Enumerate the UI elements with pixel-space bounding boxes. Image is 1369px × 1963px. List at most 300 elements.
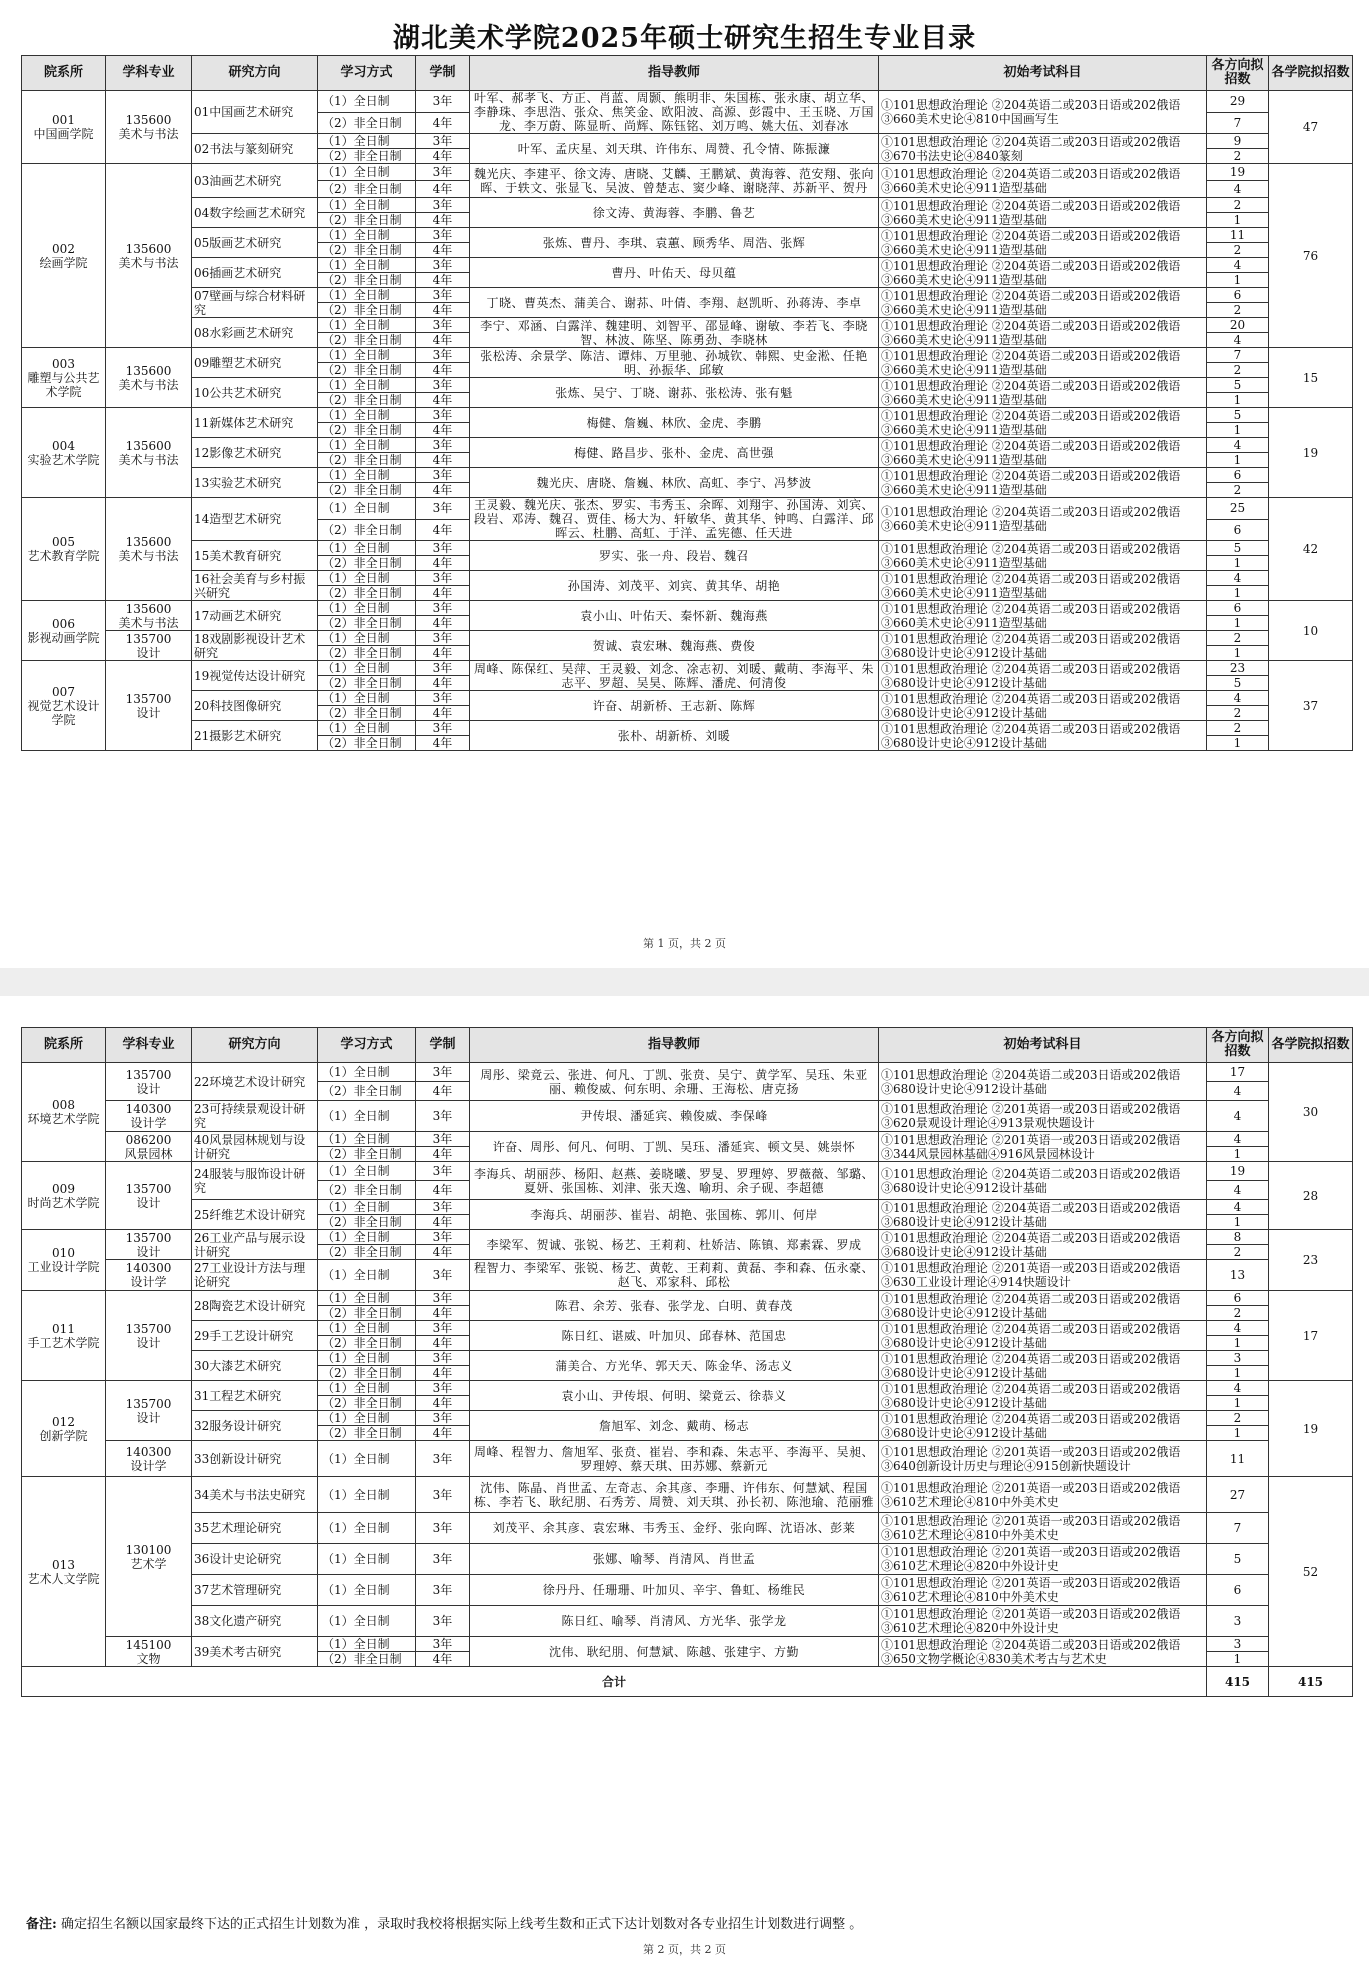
study-mode: （1）全日制 <box>318 288 416 303</box>
table-row <box>22 1513 1353 1544</box>
direction-quota: 1 <box>1207 586 1269 601</box>
remark-text: 确定招生名额以国家最终下达的正式招生计划数为准 ，录取时我校将根据实际上线考生数和正式下达计划数对各专业招生计划数进行调整 。 <box>60 1917 863 1932</box>
supervisors: 张炼、吴宁、丁晓、谢荪、张松涛、张有魁 <box>470 378 879 408</box>
study-duration: 3年 <box>416 318 470 333</box>
research-direction: 06插画艺术研究 <box>192 258 318 288</box>
research-direction: 07壁画与综合材料研究 <box>192 288 318 318</box>
exam-subjects: ①101思想政治理论 ②204英语二或203日语或202俄语③660美术史论④911造型基础 <box>879 601 1207 631</box>
study-mode: （1）全日制 <box>318 1441 416 1477</box>
exam-subjects: ①101思想政治理论 ②204英语二或203日语或202俄语③670书法史论④840篆刻 <box>879 134 1207 164</box>
study-mode: （2）非全日制 <box>318 1366 416 1381</box>
page-footer-2: 第 2 页，共 2 页 <box>643 1943 726 1956</box>
direction-quota: 6 <box>1207 288 1269 303</box>
study-duration: 3年 <box>416 541 470 556</box>
header-teachers: 指导教师 <box>470 1028 879 1063</box>
college-quota: 42 <box>1269 498 1353 601</box>
supervisors: 王灵毅、魏光庆、张杰、罗实、韦秀玉、余晖、刘翔宇、孙国涛、刘宾、段岩、邓涛、魏召、贾佳、杨大为、轩敏华、黄其华、钟鸣、白露洋、邱晖云、杜鹏、高虹、于洋、孟宪德、任天进 <box>470 498 879 541</box>
exam-subjects: ①101思想政治理论 ②204英语二或203日语或202俄语③680设计史论④912设计基础 <box>879 1411 1207 1441</box>
direction-quota: 4 <box>1207 1101 1269 1132</box>
study-duration: 4年 <box>416 646 470 661</box>
major-code: 135600 美术与书法 <box>106 348 192 408</box>
exam-subjects: ①101思想政治理论 ②204英语二或203日语或202俄语③680设计史论④912设计基础 <box>879 721 1207 751</box>
direction-quota: 1 <box>1207 556 1269 571</box>
direction-quota: 2 <box>1207 198 1269 213</box>
research-direction: 35艺术理论研究 <box>192 1513 318 1544</box>
study-duration: 4年 <box>416 1215 470 1230</box>
direction-quota: 6 <box>1207 519 1269 541</box>
study-mode: （2）非全日制 <box>318 393 416 408</box>
table-row <box>22 228 1353 243</box>
study-duration: 3年 <box>416 661 470 676</box>
study-duration: 4年 <box>416 1082 470 1101</box>
college-quota: 52 <box>1269 1477 1353 1667</box>
study-duration: 4年 <box>416 736 470 751</box>
direction-quota: 7 <box>1207 112 1269 134</box>
study-mode: （1）全日制 <box>318 1200 416 1215</box>
research-direction: 39美术考古研究 <box>192 1637 318 1667</box>
research-direction: 01中国画艺术研究 <box>192 91 318 134</box>
table-row <box>22 1441 1353 1477</box>
research-direction: 36设计史论研究 <box>192 1544 318 1575</box>
supervisors: 孙国涛、刘茂平、刘宾、黄其华、胡艳 <box>470 571 879 601</box>
direction-quota: 4 <box>1207 1132 1269 1147</box>
supervisors: 张娜、喻琴、肖清风、肖世孟 <box>470 1544 879 1575</box>
study-mode: （1）全日制 <box>318 228 416 243</box>
study-duration: 3年 <box>416 134 470 149</box>
study-mode: （1）全日制 <box>318 1477 416 1513</box>
study-duration: 3年 <box>416 1637 470 1652</box>
study-mode: （2）非全日制 <box>318 1652 416 1667</box>
major-code: 135600 美术与书法 <box>106 498 192 601</box>
study-mode: （2）非全日制 <box>318 181 416 198</box>
study-duration: 3年 <box>416 164 470 181</box>
study-mode: （1）全日制 <box>318 541 416 556</box>
study-mode: （2）非全日制 <box>318 1396 416 1411</box>
study-duration: 4年 <box>416 243 470 258</box>
supervisors: 刘茂平、余其彦、袁宏琳、韦秀玉、金纾、张向晖、沈语冰、彭莱 <box>470 1513 879 1544</box>
college-name: 001 中国画学院 <box>22 91 106 164</box>
header-college-quota: 各学院拟招数 <box>1269 1028 1353 1063</box>
header-exam: 初始考试科目 <box>879 56 1207 91</box>
study-duration: 4年 <box>416 273 470 288</box>
exam-subjects: ①101思想政治理论 ②204英语二或203日语或202俄语③660美术史论④911造型基础 <box>879 438 1207 468</box>
study-mode: （2）非全日制 <box>318 1336 416 1351</box>
supervisors: 尹传垠、潘延宾、赖俊威、李保峰 <box>470 1101 879 1132</box>
study-mode: （2）非全日制 <box>318 1306 416 1321</box>
direction-quota: 1 <box>1207 1652 1269 1667</box>
supervisors: 沈伟、陈晶、肖世孟、左奇志、余其彦、李珊、许伟东、何慧斌、程国栋、李若飞、耿纪朋、石秀芳、周赞、刘天琪、孙长初、陈池瑜、范丽雅 <box>470 1477 879 1513</box>
college-name: 010 工业设计学院 <box>22 1230 106 1291</box>
table-row <box>22 1575 1353 1606</box>
exam-subjects: ①101思想政治理论 ②204英语二或203日语或202俄语③660美术史论④911造型基础 <box>879 571 1207 601</box>
exam-subjects: ①101思想政治理论 ②204英语二或203日语或202俄语③660美术史论④911造型基础 <box>879 408 1207 438</box>
study-duration: 3年 <box>416 91 470 113</box>
direction-quota: 2 <box>1207 1306 1269 1321</box>
study-duration: 4年 <box>416 303 470 318</box>
research-direction: 13实验艺术研究 <box>192 468 318 498</box>
supervisors: 叶军、孟庆星、刘天琪、许伟东、周赞、孔令情、陈振濂 <box>470 134 879 164</box>
table-row <box>22 1477 1353 1513</box>
supervisors: 袁小山、叶佑天、秦怀新、魏海燕 <box>470 601 879 631</box>
college-name: 005 艺术教育学院 <box>22 498 106 601</box>
study-duration: 4年 <box>416 706 470 721</box>
study-duration: 4年 <box>416 1181 470 1200</box>
study-mode: （1）全日制 <box>318 468 416 483</box>
direction-quota: 13 <box>1207 1260 1269 1291</box>
college-name: 003 雕塑与公共艺术学院 <box>22 348 106 408</box>
exam-subjects: ①101思想政治理论 ②204英语二或203日语或202俄语③660美术史论④911造型基础 <box>879 348 1207 378</box>
study-mode: （1）全日制 <box>318 198 416 213</box>
direction-quota: 5 <box>1207 408 1269 423</box>
study-mode: （1）全日制 <box>318 258 416 273</box>
research-direction: 04数字绘画艺术研究 <box>192 198 318 228</box>
college-quota: 76 <box>1269 164 1353 348</box>
study-mode: （1）全日制 <box>318 1351 416 1366</box>
major-code: 135700 设计 <box>106 1230 192 1260</box>
supervisors: 叶军、郝孝飞、方正、肖蓝、周颢、熊明非、朱国栋、张永康、胡立华、李静珠、李思浩、张众、焦笑金、欧阳波、高源、彭霞中、王玉晓、万国龙、李万蔚、陈显昕、尚辉、陈钰铭、刘万鸣、姚大伍、刘春冰 <box>470 91 879 134</box>
table-row <box>22 601 1353 616</box>
exam-subjects: ①101思想政治理论 ②204英语二或203日语或202俄语③680设计史论④912设计基础 <box>879 1063 1207 1101</box>
study-mode: （2）非全日制 <box>318 483 416 498</box>
college-quota: 30 <box>1269 1063 1353 1162</box>
research-direction: 14造型艺术研究 <box>192 498 318 541</box>
supervisors: 李海兵、胡丽莎、杨阳、赵燕、姜晓曦、罗旻、罗理婷、罗薇薇、邹璐、夏妍、张国栋、刘津、张天逸、喻玥、余子砚、李超德 <box>470 1162 879 1200</box>
table-row <box>22 1606 1353 1637</box>
supervisors: 周峰、陈保红、吴萍、王灵毅、刘念、凃志初、刘暖、戴萌、李海平、朱志平、罗超、吴昊、陈辉、潘虎、何清俊 <box>470 661 879 691</box>
direction-quota: 7 <box>1207 1513 1269 1544</box>
supervisors: 袁小山、尹传垠、何明、梁竟云、徐恭义 <box>470 1381 879 1411</box>
table-row <box>22 1637 1353 1652</box>
study-duration: 4年 <box>416 519 470 541</box>
remark <box>26 1913 1346 1932</box>
table-row <box>22 134 1353 149</box>
supervisors: 魏光庆、李建平、徐文涛、唐晓、艾麟、王鹏斌、黄海蓉、范安翔、张向晖、于轶文、张显飞、吴波、曾楚志、窦少峰、谢晓萍、苏新平、贺丹 <box>470 164 879 198</box>
supervisors: 许奋、周彤、何凡、何明、丁凯、吴珏、潘延宾、顿文昊、姚崇怀 <box>470 1132 879 1162</box>
study-duration: 3年 <box>416 288 470 303</box>
study-mode: （1）全日制 <box>318 91 416 113</box>
page-title: 湖北美术学院2025年硕士研究生招生专业目录 <box>392 23 977 54</box>
research-direction: 31工程艺术研究 <box>192 1381 318 1411</box>
study-duration: 3年 <box>416 1575 470 1606</box>
study-mode: （2）非全日制 <box>318 1147 416 1162</box>
study-duration: 4年 <box>416 556 470 571</box>
exam-subjects: ①101思想政治理论 ②201英语一或203日语或202俄语③610艺术理论④820中外设计史 <box>879 1606 1207 1637</box>
research-direction: 26工业产品与展示设计研究 <box>192 1230 318 1260</box>
supervisors: 张朴、胡新桥、刘暖 <box>470 721 879 751</box>
study-mode: （1）全日制 <box>318 1291 416 1306</box>
table-row <box>22 198 1353 213</box>
direction-quota: 4 <box>1207 1082 1269 1101</box>
study-mode: （1）全日制 <box>318 691 416 706</box>
supervisors: 梅健、路昌步、张朴、金虎、高世强 <box>470 438 879 468</box>
direction-quota: 1 <box>1207 1336 1269 1351</box>
table-row <box>22 468 1353 483</box>
header-direction-quota: 各方向拟招数 <box>1207 56 1269 91</box>
study-duration: 4年 <box>416 112 470 134</box>
direction-quota: 6 <box>1207 468 1269 483</box>
study-duration: 3年 <box>416 1321 470 1336</box>
direction-quota: 2 <box>1207 706 1269 721</box>
study-mode: （1）全日制 <box>318 631 416 646</box>
study-mode: （1）全日制 <box>318 348 416 363</box>
direction-quota: 6 <box>1207 1291 1269 1306</box>
table-row <box>22 1230 1353 1245</box>
direction-quota: 19 <box>1207 1162 1269 1181</box>
table-row <box>22 1411 1353 1426</box>
direction-quota: 1 <box>1207 1215 1269 1230</box>
study-duration: 4年 <box>416 1426 470 1441</box>
direction-quota: 19 <box>1207 164 1269 181</box>
college-name: 012 创新学院 <box>22 1381 106 1477</box>
direction-quota: 4 <box>1207 438 1269 453</box>
study-mode: （2）非全日制 <box>318 519 416 541</box>
research-direction: 15美术教育研究 <box>192 541 318 571</box>
college-name: 009 时尚艺术学院 <box>22 1162 106 1230</box>
study-duration: 3年 <box>416 348 470 363</box>
direction-quota: 4 <box>1207 1321 1269 1336</box>
college-quota: 47 <box>1269 91 1353 164</box>
major-code: 140300 设计学 <box>106 1101 192 1132</box>
research-direction: 27工业设计方法与理论研究 <box>192 1260 318 1291</box>
study-mode: （1）全日制 <box>318 1637 416 1652</box>
supervisors: 周峰、程智力、詹旭军、张贲、崔岩、李和森、朱志平、李海平、吴昶、罗理婷、蔡天琪、田苏娜、蔡新元 <box>470 1441 879 1477</box>
exam-subjects: ①101思想政治理论 ②201英语一或203日语或202俄语③610艺术理论④810中外美术史 <box>879 1477 1207 1513</box>
research-direction: 37艺术管理研究 <box>192 1575 318 1606</box>
direction-quota: 6 <box>1207 601 1269 616</box>
study-duration: 3年 <box>416 198 470 213</box>
research-direction: 20科技图像研究 <box>192 691 318 721</box>
study-mode: （2）非全日制 <box>318 706 416 721</box>
direction-quota: 5 <box>1207 378 1269 393</box>
supervisors: 曹丹、叶佑天、母贝蕴 <box>470 258 879 288</box>
study-duration: 4年 <box>416 333 470 348</box>
table-row <box>22 1132 1353 1147</box>
supervisors: 徐丹丹、任珊珊、叶加贝、辛宇、鲁虹、杨维民 <box>470 1575 879 1606</box>
exam-subjects: ①101思想政治理论 ②204英语二或203日语或202俄语③660美术史论④911造型基础 <box>879 228 1207 258</box>
direction-quota: 4 <box>1207 1181 1269 1200</box>
total-college: 415 <box>1269 1667 1353 1697</box>
direction-quota: 4 <box>1207 181 1269 198</box>
research-direction: 23可持续景观设计研究 <box>192 1101 318 1132</box>
study-mode: （2）非全日制 <box>318 423 416 438</box>
direction-quota: 8 <box>1207 1230 1269 1245</box>
major-code: 135700 设计 <box>106 1063 192 1101</box>
study-duration: 3年 <box>416 571 470 586</box>
study-duration: 4年 <box>416 149 470 164</box>
catalog-page-1 <box>21 55 1352 751</box>
table-row <box>22 438 1353 453</box>
exam-subjects: ①101思想政治理论 ②204英语二或203日语或202俄语③680设计史论④912设计基础 <box>879 1291 1207 1321</box>
study-mode: （1）全日制 <box>318 1101 416 1132</box>
direction-quota: 4 <box>1207 1381 1269 1396</box>
study-mode: （1）全日制 <box>318 601 416 616</box>
direction-quota: 5 <box>1207 541 1269 556</box>
study-duration: 3年 <box>416 1411 470 1426</box>
study-duration: 3年 <box>416 438 470 453</box>
study-mode: （2）非全日制 <box>318 453 416 468</box>
exam-subjects: ①101思想政治理论 ②204英语二或203日语或202俄语③660美术史论④911造型基础 <box>879 198 1207 228</box>
study-mode: （2）非全日制 <box>318 676 416 691</box>
study-mode: （1）全日制 <box>318 1132 416 1147</box>
research-direction: 12影像艺术研究 <box>192 438 318 468</box>
table-row <box>22 1101 1353 1132</box>
study-duration: 3年 <box>416 408 470 423</box>
study-mode: （2）非全日制 <box>318 303 416 318</box>
supervisors: 陈君、余芳、张春、张学龙、白明、黄春茂 <box>470 1291 879 1321</box>
research-direction: 30大漆艺术研究 <box>192 1351 318 1381</box>
table-row <box>22 1200 1353 1215</box>
college-quota: 19 <box>1269 1381 1353 1477</box>
page-separator <box>0 968 1369 996</box>
direction-quota: 25 <box>1207 498 1269 520</box>
study-duration: 3年 <box>416 1544 470 1575</box>
exam-subjects: ①101思想政治理论 ②204英语二或203日语或202俄语③660美术史论④911造型基础 <box>879 288 1207 318</box>
research-direction: 29手工艺设计研究 <box>192 1321 318 1351</box>
major-code: 135700 设计 <box>106 1381 192 1441</box>
study-mode: （1）全日制 <box>318 1575 416 1606</box>
table-row <box>22 661 1353 676</box>
exam-subjects: ①101思想政治理论 ②204英语二或203日语或202俄语③680设计史论④912设计基础 <box>879 1230 1207 1260</box>
exam-subjects: ①101思想政治理论 ②204英语二或203日语或202俄语③660美术史论④911造型基础 <box>879 164 1207 198</box>
direction-quota: 2 <box>1207 363 1269 378</box>
study-mode: （1）全日制 <box>318 1513 416 1544</box>
direction-quota: 1 <box>1207 1426 1269 1441</box>
study-duration: 3年 <box>416 1513 470 1544</box>
header-teachers: 指导教师 <box>470 56 879 91</box>
exam-subjects: ①101思想政治理论 ②204英语二或203日语或202俄语③660美术史论④810中国画写生 <box>879 91 1207 134</box>
table-row <box>22 541 1353 556</box>
table-row <box>22 571 1353 586</box>
table-row <box>22 1321 1353 1336</box>
study-duration: 3年 <box>416 601 470 616</box>
research-direction: 25纤维艺术设计研究 <box>192 1200 318 1230</box>
direction-quota: 2 <box>1207 1411 1269 1426</box>
direction-quota: 3 <box>1207 1351 1269 1366</box>
research-direction: 38文化遗产研究 <box>192 1606 318 1637</box>
study-mode: （2）非全日制 <box>318 646 416 661</box>
study-mode: （1）全日制 <box>318 1411 416 1426</box>
direction-quota: 5 <box>1207 676 1269 691</box>
college-quota: 23 <box>1269 1230 1353 1291</box>
table-row <box>22 1351 1353 1366</box>
study-duration: 3年 <box>416 631 470 646</box>
major-code: 140300 设计学 <box>106 1260 192 1291</box>
study-duration: 4年 <box>416 393 470 408</box>
study-mode: （1）全日制 <box>318 1162 416 1181</box>
table-row <box>22 258 1353 273</box>
supervisors: 张炼、曹丹、李琪、袁蕙、顾秀华、周浩、张辉 <box>470 228 879 258</box>
exam-subjects: ①101思想政治理论 ②204英语二或203日语或202俄语③660美术史论④911造型基础 <box>879 378 1207 408</box>
college-quota: 10 <box>1269 601 1353 661</box>
direction-quota: 11 <box>1207 1441 1269 1477</box>
study-mode: （1）全日制 <box>318 164 416 181</box>
remark-label: 备注: <box>26 1917 57 1932</box>
supervisors: 梅健、詹巍、林欣、金虎、李鹏 <box>470 408 879 438</box>
direction-quota: 6 <box>1207 1575 1269 1606</box>
exam-subjects: ①101思想政治理论 ②204英语二或203日语或202俄语③680设计史论④912设计基础 <box>879 1200 1207 1230</box>
direction-quota: 1 <box>1207 213 1269 228</box>
study-mode: （1）全日制 <box>318 1606 416 1637</box>
research-direction: 02书法与篆刻研究 <box>192 134 318 164</box>
study-duration: 3年 <box>416 1381 470 1396</box>
catalog-table-1 <box>21 55 1353 751</box>
direction-quota: 23 <box>1207 661 1269 676</box>
research-direction: 21摄影艺术研究 <box>192 721 318 751</box>
college-name: 013 艺术人文学院 <box>22 1477 106 1667</box>
study-duration: 4年 <box>416 676 470 691</box>
study-duration: 4年 <box>416 1336 470 1351</box>
study-duration: 3年 <box>416 378 470 393</box>
supervisors: 魏光庆、唐晓、詹巍、林欣、高虹、李宁、冯梦波 <box>470 468 879 498</box>
direction-quota: 4 <box>1207 258 1269 273</box>
exam-subjects: ①101思想政治理论 ②204英语二或203日语或202俄语③660美术史论④911造型基础 <box>879 498 1207 541</box>
exam-subjects: ①101思想政治理论 ②201英语一或203日语或202俄语③344风景园林基础④916风景园林设计 <box>879 1132 1207 1162</box>
study-duration: 4年 <box>416 363 470 378</box>
direction-quota: 20 <box>1207 318 1269 333</box>
study-mode: （1）全日制 <box>318 438 416 453</box>
research-direction: 34美术与书法史研究 <box>192 1477 318 1513</box>
direction-quota: 1 <box>1207 1396 1269 1411</box>
study-mode: （2）非全日制 <box>318 273 416 288</box>
direction-quota: 4 <box>1207 571 1269 586</box>
study-mode: （1）全日制 <box>318 661 416 676</box>
direction-quota: 1 <box>1207 453 1269 468</box>
total-label: 合计 <box>22 1667 1207 1697</box>
direction-quota: 29 <box>1207 91 1269 113</box>
major-code: 135700 设计 <box>106 1162 192 1230</box>
exam-subjects: ①101思想政治理论 ②201英语一或203日语或202俄语③610艺术理论④820中外设计史 <box>879 1544 1207 1575</box>
study-duration: 4年 <box>416 181 470 198</box>
major-code: 135600 美术与书法 <box>106 601 192 631</box>
study-duration: 4年 <box>416 483 470 498</box>
study-duration: 4年 <box>416 1245 470 1260</box>
major-code: 135600 美术与书法 <box>106 91 192 164</box>
major-code: 135700 设计 <box>106 631 192 661</box>
header-major: 学科专业 <box>106 56 192 91</box>
research-direction: 22环境艺术设计研究 <box>192 1063 318 1101</box>
header-college-quota: 各学院拟招数 <box>1269 56 1353 91</box>
study-mode: （1）全日制 <box>318 498 416 520</box>
catalog-page-2 <box>21 1027 1352 1697</box>
study-duration: 4年 <box>416 1652 470 1667</box>
direction-quota: 17 <box>1207 1063 1269 1082</box>
study-mode: （1）全日制 <box>318 1544 416 1575</box>
header-major: 学科专业 <box>106 1028 192 1063</box>
direction-quota: 9 <box>1207 134 1269 149</box>
header-direction: 研究方向 <box>192 56 318 91</box>
major-code: 086200 风景园林 <box>106 1132 192 1162</box>
table-row <box>22 1162 1353 1181</box>
supervisors: 许奋、胡新桥、王志新、陈辉 <box>470 691 879 721</box>
direction-quota: 1 <box>1207 423 1269 438</box>
exam-subjects: ①101思想政治理论 ②204英语二或203日语或202俄语③650文物学概论④830美术考古与艺术史 <box>879 1637 1207 1667</box>
direction-quota: 1 <box>1207 1147 1269 1162</box>
total-direction: 415 <box>1207 1667 1269 1697</box>
major-code: 135700 设计 <box>106 1291 192 1381</box>
exam-subjects: ①101思想政治理论 ②204英语二或203日语或202俄语③660美术史论④911造型基础 <box>879 468 1207 498</box>
supervisors: 贺诚、袁宏琳、魏海燕、费俊 <box>470 631 879 661</box>
supervisors: 李宁、邓涵、白露洋、魏建明、刘智平、邵显峰、谢敏、李若飞、李晓智、林波、陈坚、陈勇劲、李晓林 <box>470 318 879 348</box>
supervisors: 罗实、张一舟、段岩、魏召 <box>470 541 879 571</box>
study-duration: 3年 <box>416 258 470 273</box>
study-duration: 4年 <box>416 1396 470 1411</box>
direction-quota: 11 <box>1207 228 1269 243</box>
major-code: 140300 设计学 <box>106 1441 192 1477</box>
direction-quota: 2 <box>1207 303 1269 318</box>
study-duration: 4年 <box>416 1366 470 1381</box>
study-duration: 3年 <box>416 691 470 706</box>
exam-subjects: ①101思想政治理论 ②204英语二或203日语或202俄语③680设计史论④912设计基础 <box>879 691 1207 721</box>
